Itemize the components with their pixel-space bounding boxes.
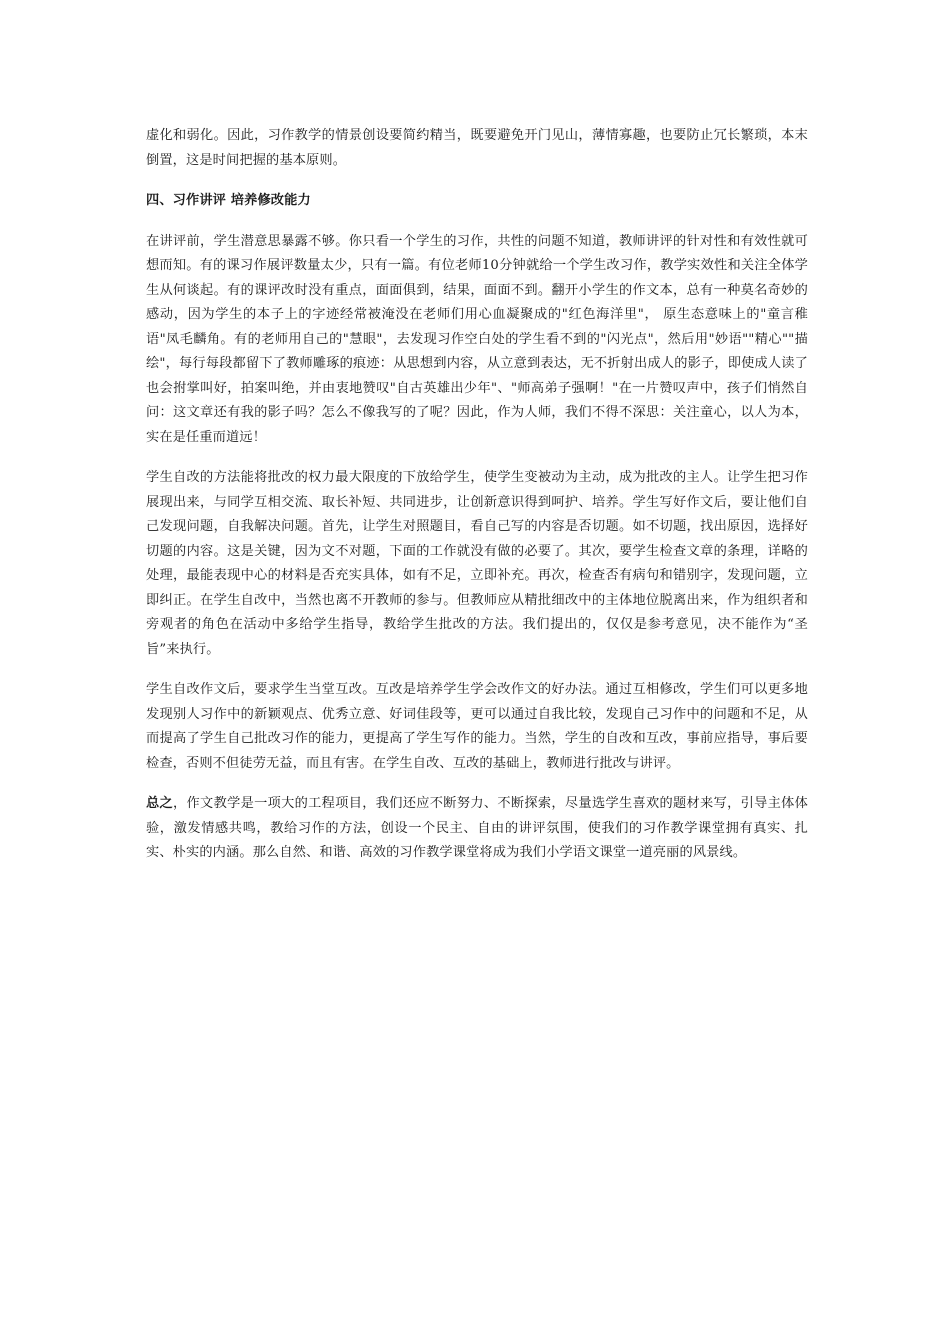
paragraph-peer-revise: 学生自改作文后，要求学生当堂互改。互改是培养学生学会改作文的好办法。通过互相修改，学生们可以更多地发现别人习作中的新颖观点、优秀立意、好词佳段等，更可以通过自我比较，发现自己习作中的问题和不足，从而提高了学生自己批改习作的能力，更提高了学生写作的能力。当然，学生的自改和互改，事前应指导，事后要检查，否则不但徒劳无益，而且有害。在学生自改、互改的基础上，教师进行批改与讲评。 [146,682,808,771]
document-page [146,124,808,882]
conclusion-body: ，作文教学是一项大的工程项目，我们还应不断努力、不断探索，尽量选学生喜欢的题材来写，引导主体体验，激发情感共鸣，教给习作的方法，创设一个民主、自由的讲评氛围，使我们的习作教学课堂拥有真实、扎实、朴实的内涵。那么自然、和谐、高效的习作教学课堂将成为我们小学语文课堂一道亮丽的风景线。 [146,796,808,860]
paragraph-intro: 虚化和弱化。因此，习作教学的情景创设要简约精当，既要避免开门见山，薄情寡趣，也要防止冗长繁琐，本末倒置，这是时间把握的基本原则。 [146,128,808,168]
conclusion-lead: 总之 [146,796,174,811]
paragraph-self-revise: 学生自改的方法能将批改的权力最大限度的下放给学生，使学生变被动为主动，成为批改的主人。让学生把习作展现出来，与同学互相交流、取长补短、共同进步，让创新意识得到呵护、培养。学生写好作文后，要让他们自己发现问题，自我解决问题。首先，让学生对照题目，看自己写的内容是否切题。如不切题，找出原因，选择好切题的内容。这是关键，因为文不对题，下面的工作就没有做的必要了。其次，要学生检查文章的条理，详略的处理，最能表现中心的材料是否充实具体，如有不足，立即补充。再次，检查否有病句和错别字，发现问题，立即纠正。在学生自改中，当然也离不开教师的参与。但教师应从精批细改中的主体地位脱离出来，作为组织者和旁观者的角色在活动中多给学生指导，教给学生批改的方法。我们提出的，仅仅是参考意见，决不能作为“圣旨”来执行。 [146,470,808,657]
section-heading: 四、习作讲评 培养修改能力 [146,193,311,208]
paragraph-review: 在讲评前，学生潜意思暴露不够。你只看一个学生的习作，共性的问题不知道，教师讲评的针对性和有效性就可想而知。有的课习作展评数量太少，只有一篇。有位老师10分钟就给一个学生改习作，教学实效性和关注全体学生从何谈起。有的课评改时没有重点，面面俱到，结果，面面不到。翻开小学生的作文本，总有一种莫名奇妙的感动，因为学生的本子上的字迹经常被淹没在老师们用心血凝聚成的"红色海洋里"， 原生态意味上的"童言稚语"凤毛麟角。有的老师用自己的"慧眼"，去发现习作空白处的学生看不到的"闪光点"，然后用"妙语""精心""描绘"，每行每段都留下了教师雕琢的痕迹：从思想到内容，从立意到表达，无不折射出成人的影子，即使成人读了也会拊掌叫好，拍案叫绝，并由衷地赞叹"自古英雄出少年"、"师高弟子强啊！"在一片赞叹声中，孩子们悄然自问：这文章还有我的影子吗？怎么不像我写的了呢？因此，作为人师，我们不得不深思：关注童心，以人为本，实在是任重而道远！ [146,233,808,445]
paragraph-conclusion [146,792,808,866]
